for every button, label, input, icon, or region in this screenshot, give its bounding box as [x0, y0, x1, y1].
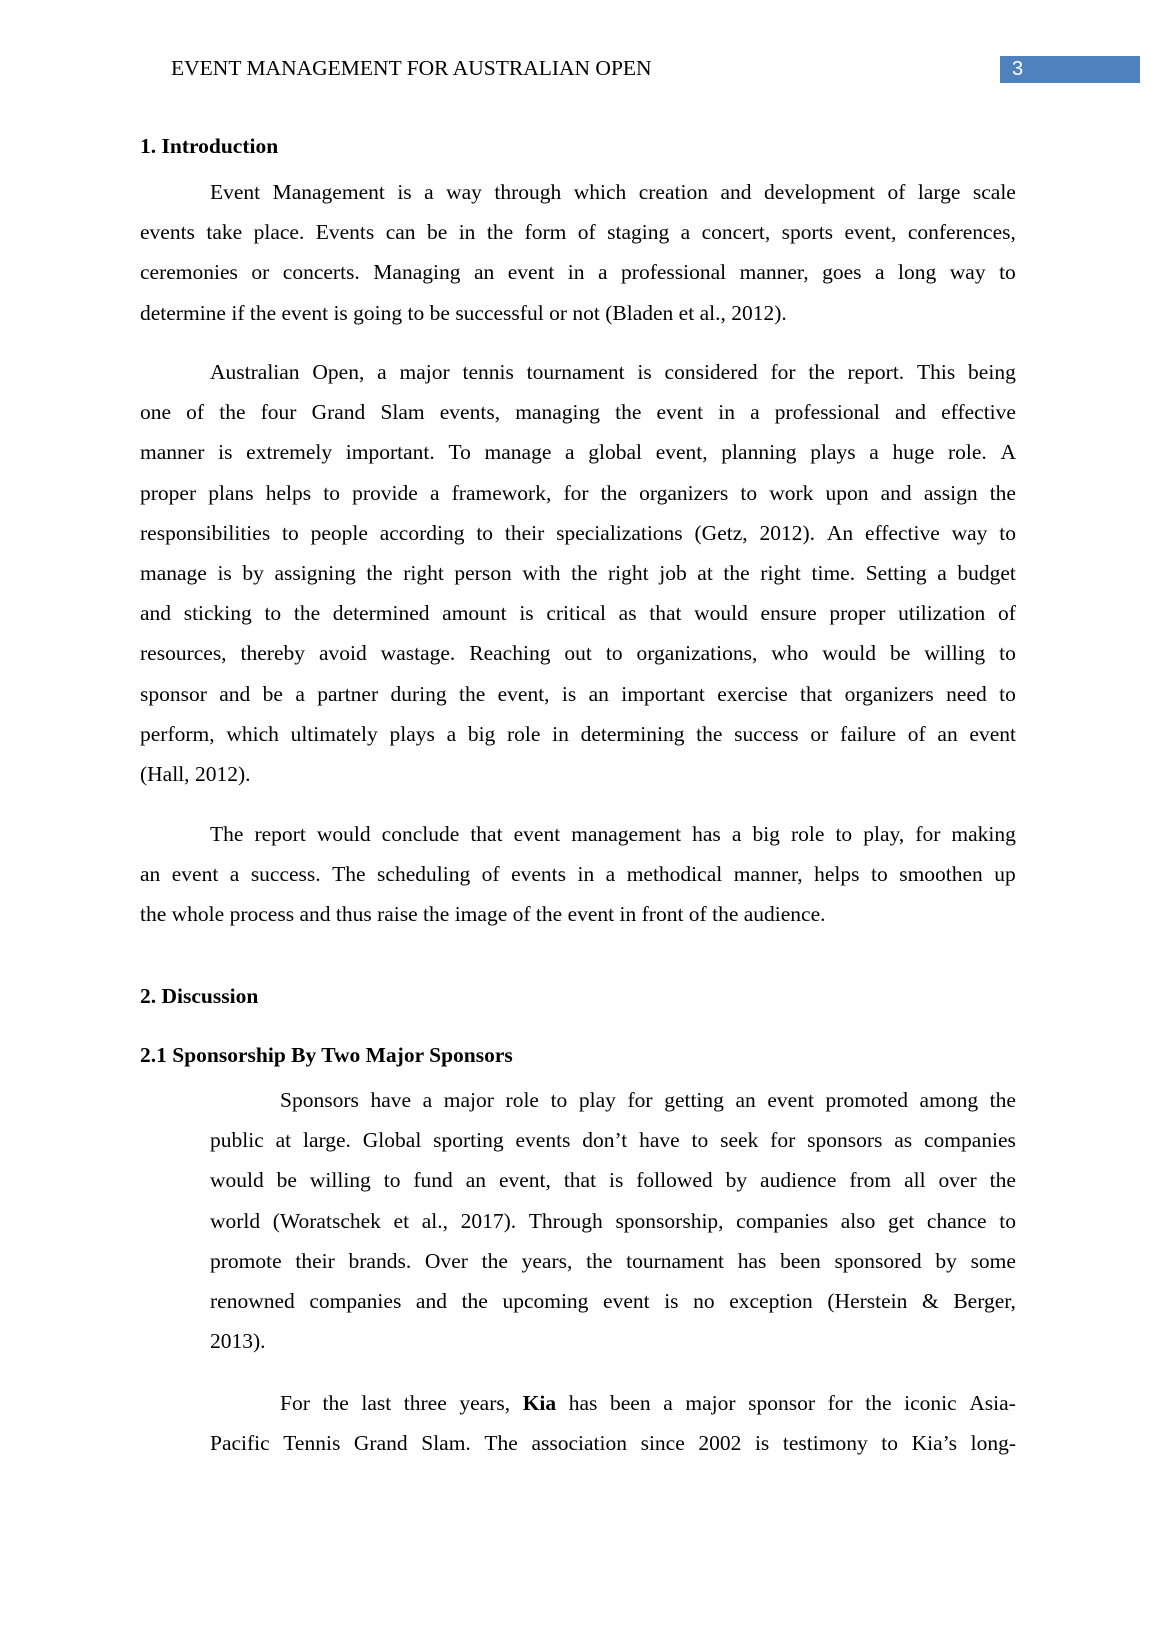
text-line: public at large. Global sporting events don’t have to seek for sponsors as companies [210, 1128, 1016, 1153]
text-line: resources, thereby avoid wastage. Reaching out to organizations, who would be willing to [140, 641, 1016, 666]
heading-introduction: 1. Introduction [140, 134, 279, 158]
text-line: world (Woratschek et al., 2017). Through sponsorship, companies also get chance to [210, 1208, 1016, 1233]
heading-sponsorship: 2.1 Sponsorship By Two Major Sponsors [140, 1043, 513, 1067]
text-line: Australian Open, a major tennis tournament is considered for the report. This being [210, 360, 1016, 384]
text-line: For the last three years, Kia has been a major sponsor for the iconic Asia- [280, 1391, 1016, 1415]
text-line: (Hall, 2012). [140, 762, 251, 787]
text-line: promote their brands. Over the years, the tournament has been sponsored by some [210, 1248, 1016, 1273]
text-line: the whole process and thus raise the image of the event in front of the audience. [140, 902, 826, 927]
paragraph-intro-1 [140, 172, 1016, 333]
text-line: would be willing to fund an event, that is followed by audience from all over the [210, 1168, 1016, 1193]
text-line: ceremonies or concerts. Managing an event in a professional manner, goes a long way to [140, 260, 1016, 285]
paragraph-sponsorship-1 [210, 1080, 1016, 1361]
text-line: The report would conclude that event management has a big role to play, for making [210, 822, 1016, 846]
text-line: proper plans helps to provide a framework, for the organizers to work upon and assign the [140, 480, 1016, 505]
paragraph-intro-2 [140, 352, 1016, 794]
text-line: one of the four Grand Slam events, managing the event in a professional and effective [140, 400, 1016, 425]
text-line: 2013). [210, 1329, 266, 1354]
page-number: 3 [1000, 56, 1140, 83]
text-line: determine if the event is going to be successful or not (Bladen et al., 2012). [140, 300, 787, 325]
paragraph-sponsorship-2 [210, 1383, 1016, 1463]
text-line: Sponsors have a major role to play for getting an event promoted among the [280, 1088, 1016, 1112]
heading-discussion: 2. Discussion [140, 984, 259, 1008]
text-line: and sticking to the determined amount is critical as that would ensure proper utilization of [140, 601, 1016, 626]
running-header: EVENT MANAGEMENT FOR AUSTRALIAN OPEN [171, 56, 652, 80]
text-line: perform, which ultimately plays a big role in determining the success or failure of an event [140, 721, 1016, 746]
paragraph-intro-3 [140, 814, 1016, 935]
text-line: Pacific Tennis Grand Slam. The association since 2002 is testimony to Kia’s long- [210, 1431, 1016, 1456]
text-line: events take place. Events can be in the form of staging a concert, sports event, conferences, [140, 220, 1016, 245]
text-line: manage is by assigning the right person with the right job at the right time. Setting a budget [140, 561, 1016, 586]
text-line: sponsor and be a partner during the event, is an important exercise that organizers need to [140, 681, 1016, 706]
text-line: manner is extremely important. To manage a global event, planning plays a huge role. A [140, 440, 1016, 465]
text-line: renowned companies and the upcoming event is no exception (Herstein & Berger, [210, 1289, 1016, 1314]
text-line: an event a success. The scheduling of events in a methodical manner, helps to smoothen up [140, 862, 1016, 887]
text-line: Event Management is a way through which creation and development of large scale [210, 180, 1016, 204]
text-line: responsibilities to people according to their specializations (Getz, 2012). An effective way to [140, 520, 1016, 545]
